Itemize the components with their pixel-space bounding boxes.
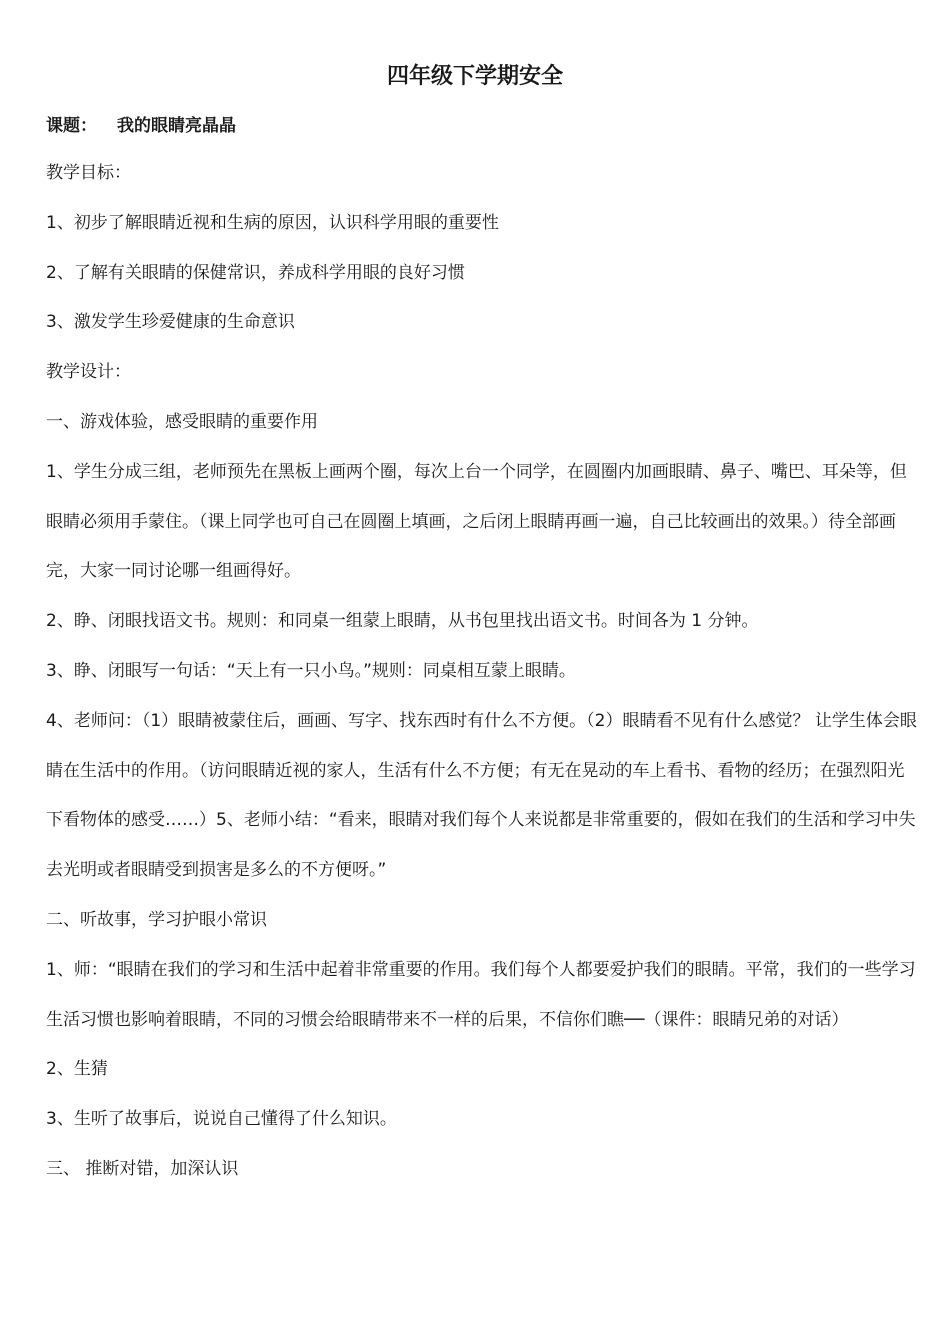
subject-value: 我的眼睛亮晶晶 bbox=[117, 116, 236, 136]
design-heading-2: 二、听故事，学习护眼小常识 bbox=[46, 909, 267, 930]
design-heading-1: 一、游戏体验，感受眼睛的重要作用 bbox=[46, 411, 318, 432]
section-heading-objectives: 教学目标： bbox=[46, 163, 131, 183]
document-title: 四年级下学期安全 bbox=[386, 64, 563, 89]
design-heading-3: 三、 推断对错，加深认识 bbox=[46, 1158, 239, 1179]
objective-item: 3、激发学生珍爱健康的生命意识 bbox=[46, 312, 295, 333]
design-paragraph: 2、睁、闭眼找语文书。规则：和同桌一组蒙上眼睛，从书包里找出语文书。时间各为 1 分钟。 bbox=[46, 611, 759, 632]
design-paragraph: 2、生猜 bbox=[46, 1059, 108, 1080]
subject-label: 课题： bbox=[46, 116, 97, 136]
lesson-subject bbox=[46, 112, 236, 140]
design-paragraph: 3、睁、闭眼写一句话：“天上有一只小鸟。”规则：同桌相互蒙上眼睛。 bbox=[46, 660, 576, 681]
objective-item: 2、了解有关眼睛的保健常识，养成科学用眼的良好习惯 bbox=[46, 262, 465, 283]
design-paragraph: 3、生听了故事后，说说自己懂得了什么知识。 bbox=[46, 1109, 397, 1130]
document-body bbox=[46, 149, 918, 1195]
design-paragraph: 1、学生分成三组，老师预先在黑板上画两个圈，每次上台一个同学，在圆圈内加画眼睛、鼻子、嘴巴、耳朵等，但眼睛必须用手蒙住。（课上同学也可自己在圆圈上填画，之后闭上眼睛再画一遍，自己比较画出的效果。）待全部画完，大家一同讨论哪一组画得好。 bbox=[46, 461, 907, 582]
design-paragraph: 1、师：“眼睛在我们的学习和生活中起着非常重要的作用。我们每个人都要爱护我们的眼睛。平常，我们的一些学习生活习惯也影响着眼睛，不同的习惯会给眼睛带来不一样的后果，不信你们瞧──（课件：眼睛兄弟的对话） bbox=[46, 959, 916, 1030]
objective-item: 1、初步了解眼睛近视和生病的原因，认识科学用眼的重要性 bbox=[46, 212, 499, 233]
section-heading-design: 教学设计： bbox=[46, 362, 131, 383]
design-paragraph: 4、老师问：（1）眼睛被蒙住后，画画、写字、找东西时有什么不方便。（2）眼睛看不见有什么感觉？ 让学生体会眼睛在生活中的作用。（访问眼睛近视的家人，生活有什么不方便；有无在晃动的车上看书、看物的经历；在强烈阳光下看物体的感受……）5、老师小结：“看来，眼睛对我们每个人来说都是非常重要的，假如在我们的生活和学习中失去光明或者眼睛受到损害是多么的不方便呀。” bbox=[46, 710, 917, 881]
